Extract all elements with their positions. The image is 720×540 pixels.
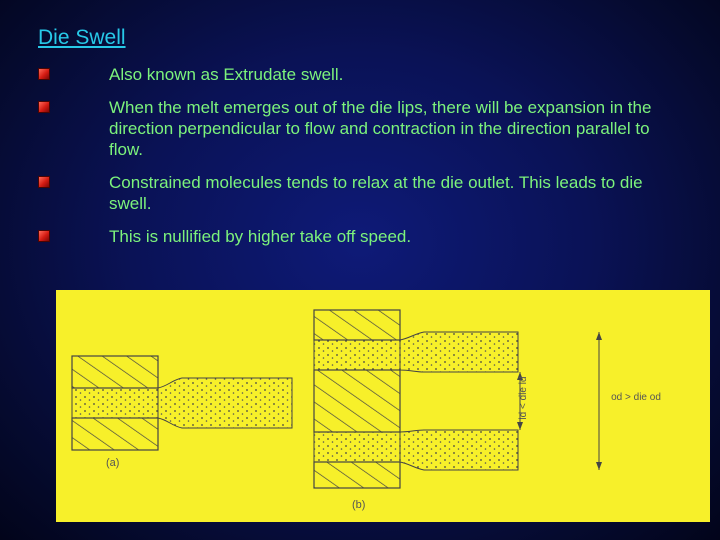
- bullet-item: [38, 64, 678, 85]
- extrudate-a: [158, 378, 292, 428]
- extrudate-bottom: [400, 430, 518, 470]
- extrudate-top: [400, 332, 518, 372]
- label-b: (b): [352, 499, 366, 511]
- bullet-text: Also known as Extrudate swell.: [109, 65, 344, 84]
- id-label: id < die id: [518, 376, 529, 420]
- melt-in-die: [72, 388, 158, 418]
- die-wall-top: [72, 356, 158, 388]
- diagram-b: [314, 310, 661, 511]
- mandrel: [314, 370, 400, 432]
- bullet-text: Constrained molecules tends to relax at the die outlet. This leads to die swell.: [109, 173, 643, 213]
- id-arrow-bottom: [517, 422, 523, 430]
- od-arrow-top: [596, 332, 602, 340]
- od-arrow-bottom: [596, 462, 602, 470]
- die-swell-figure: [56, 290, 710, 522]
- bullet-item: [38, 226, 678, 247]
- melt-top: [314, 340, 400, 370]
- bullet-square-icon: [38, 230, 50, 242]
- bullet-text: This is nullified by higher take off speed.: [109, 227, 412, 246]
- bullet-item: [38, 97, 678, 160]
- melt-bottom: [314, 432, 400, 462]
- label-a: (a): [106, 457, 120, 469]
- diagram-a: [72, 356, 292, 469]
- outer-wall-top: [314, 310, 400, 340]
- slide-title: Die Swell: [38, 26, 126, 49]
- od-label: od > die od: [611, 392, 661, 403]
- die-wall-bottom: [72, 418, 158, 450]
- outer-wall-bottom: [314, 462, 400, 488]
- bullet-list: [38, 64, 678, 259]
- bullet-text: When the melt emerges out of the die lips, there will be expansion in the direction perpendicular to flow and contraction in the direction parallel to flow.: [109, 98, 652, 159]
- bullet-square-icon: [38, 68, 50, 80]
- bullet-square-icon: [38, 176, 50, 188]
- die-swell-diagram: [56, 290, 710, 522]
- bullet-square-icon: [38, 101, 50, 113]
- bullet-item: [38, 172, 678, 214]
